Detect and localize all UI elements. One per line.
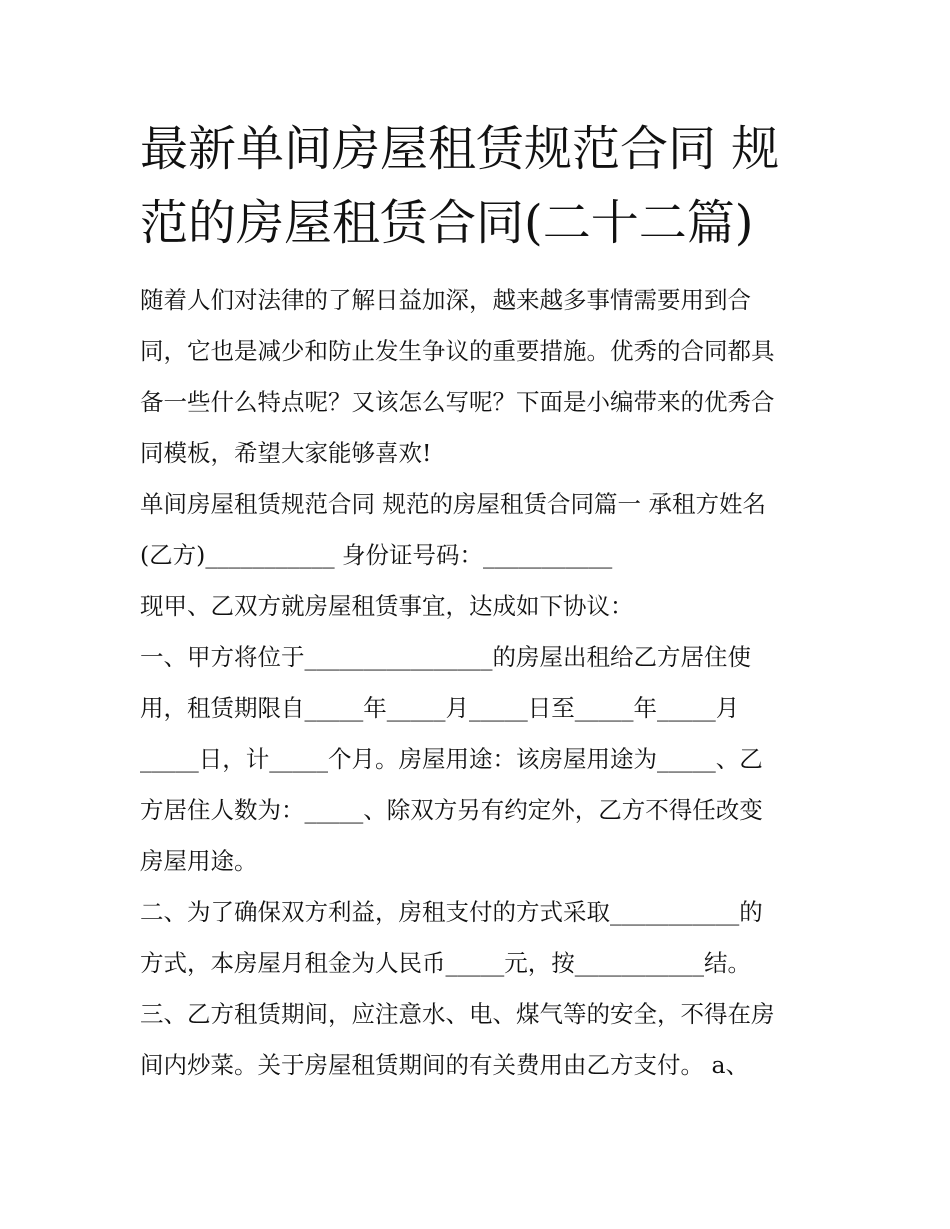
clause-1-line: _____日，计_____个月。房屋用途：该房屋用途为_____、乙: [140, 745, 763, 773]
clause-1-line: 房屋用途。: [140, 847, 258, 875]
clause-1-line: 方居住人数为：_____、除双方另有约定外，乙方不得任改变: [140, 796, 763, 824]
title-line-1: 最新单间房屋租赁规范合同 规: [140, 121, 780, 177]
body-line: 备一些什么特点呢？又该怎么写呢？下面是小编带来的优秀合: [140, 388, 775, 416]
document-body: [140, 275, 820, 1091]
document-title: [140, 112, 820, 260]
body-line: 同，它也是减少和防止发生争议的重要措施。优秀的合同都具: [140, 337, 775, 365]
body-line: 同模板，希望大家能够喜欢!: [140, 439, 432, 467]
body-line: 随着人们对法律的了解日益加深，越来越多事情需要用到合: [140, 286, 751, 314]
clause-3-line: 间内炒菜。关于房屋租赁期间的有关费用由乙方支付。 a、: [140, 1051, 749, 1079]
clause-3-line: 三、乙方租赁期间，应注意水、电、煤气等的安全，不得在房: [140, 1000, 775, 1028]
clause-1-line: 一、甲方将位于________________的房屋出租给乙方居住使: [140, 643, 751, 671]
body-line: 现甲、乙双方就房屋租赁事宜，达成如下协议：: [140, 592, 634, 620]
section-heading-line: 单间房屋租赁规范合同 规范的房屋租赁合同篇一 承租方姓名: [140, 490, 766, 518]
clause-2-line: 方式，本房屋月租金为人民币_____元，按___________结。: [140, 949, 751, 977]
clause-1-line: 用，租赁期限自_____年_____月_____日至_____年_____月: [140, 694, 740, 722]
title-line-2: 范的房屋租赁合同(二十二篇): [140, 195, 754, 251]
body-line: (乙方)___________ 身份证号码：___________: [140, 541, 613, 569]
clause-2-line: 二、为了确保双方利益，房租支付的方式采取___________的: [140, 898, 763, 926]
